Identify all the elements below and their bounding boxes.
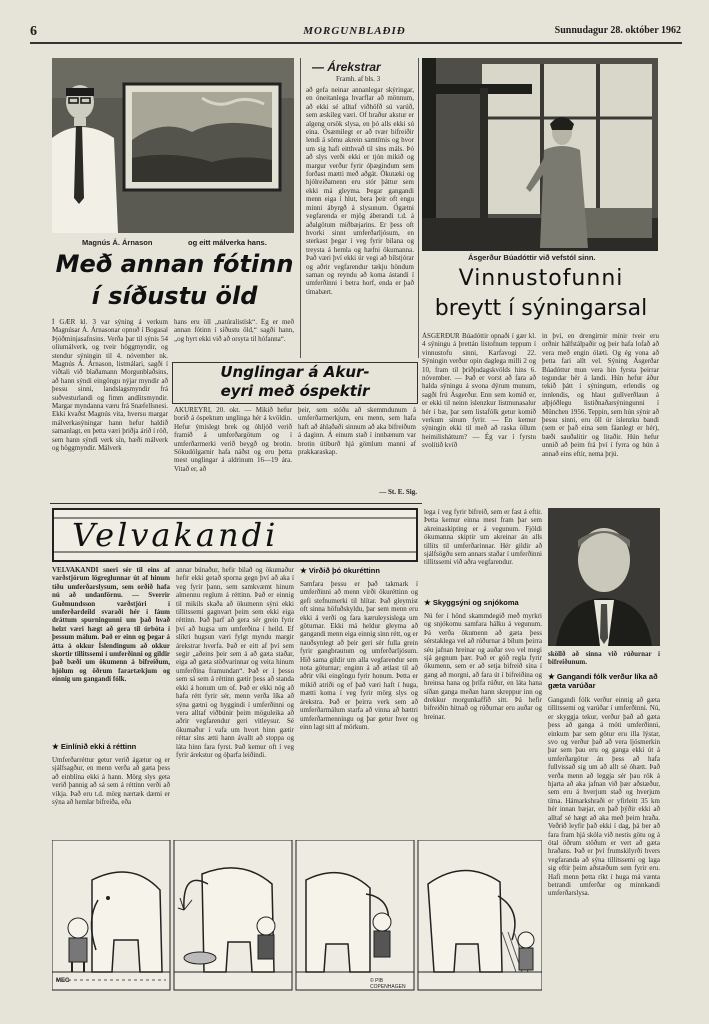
unglingar-headline-line2: eyri með óspektir: [220, 382, 370, 400]
star-icon: ★: [548, 672, 557, 681]
velvakandi-logo-text: Velvakandi: [72, 516, 279, 554]
magnus-headline-line1: Með annan fótinn: [55, 250, 294, 278]
issue-date: Sunnudagur 28. október 1962: [554, 25, 681, 36]
asgerdur-photo-illustration: [422, 58, 658, 251]
unglingar-text-col1: AKUREYRI, 20. okt. — Mikið hefur borið á óspektum unglinga hér á kvöldin. Hefur ýmislegt brek og óhljóð verið framið á umferðargötum og í umferðarmerki verið beygð og brotin. Sökudólgarnir hafa náðst og eru þetta mest unglingar á aldrinum 16—19 ára. Vitað er, að: [174, 406, 292, 473]
header-rule: [30, 42, 682, 44]
rule-arekstrar-right: [418, 58, 419, 358]
star-icon: ★: [424, 598, 433, 607]
cartoon-panel-3: [296, 840, 414, 990]
cartoon-strip-drawing: [52, 840, 542, 1000]
velvakandi-sub4-label: Gangandi fólk verður líka að gæta varúðar: [548, 672, 658, 690]
asgerdur-caption: Ásgerður Búadóttir við vefstól sinn.: [468, 253, 596, 262]
rule-arekstrar-left: [300, 58, 301, 358]
masthead: MORGUNBLAÐIÐ: [303, 25, 406, 37]
magnus-photo-illustration: [52, 58, 294, 233]
asgerdur-text-col2: in því, en drengirnir mínir tveir eru orðnir hálfstálpaðir og þeir hafa lofað að vera með engin ólæti. Og ég vona að þetta fari allt vel. Sýning Ásgerðar Búadóttur mun vera hin fyrsta þeirrar tegundar hér á landi. Hún hefur áður tekið þátt í sýningum, erlendis og innlendis, og hlaut gullverðlaun á alþjóðlegu listiðnaðarsýningunni í München 1956. Teppin, sem hún sýnir að þessu sinni, eru öll úr íslenzku bandi (sem er það eina sem fáanlegt er hér), bæði sauðalitir og litaðir. Hún hefur unnið að þeim frá því í fyrra og hún á annað eins eftir, nema þrjú.: [542, 332, 659, 458]
star-icon: ★: [300, 566, 309, 575]
magnus-headline-line2: í síðustu öld: [91, 282, 258, 310]
velvakandi-sub2-label: Virðið þó ökuréttinn: [308, 566, 380, 575]
officer-photo-caption: sköllð að sinna við rúðurnar í bifreiðunum.: [548, 650, 660, 667]
unglingar-headline-line1: Unglingar á Akur-: [220, 363, 370, 381]
star-icon: ★: [52, 742, 61, 751]
velvakandi-col4: lega í veg fyrir bifreið, sem er fast á eftir. Þetta kemur einna mest fram þar sem akreinaskipting er á vegunum. Fjöldi ökumanna skiptir um akreinar án alls tillits til umferðarinnar. Hér gildir að sjálfsögðu sem annars staðar í umferðinni tillitssemi við aðra vegfarendur.: [424, 508, 542, 567]
velvakandi-sub1-text: Umferðarréttur getur verið ágætur og er sjálfsagður, en menn verða að gæta þess að einblína ekki á hann. Mörg slys geta verið þannig að sá sem á réttinn verði að víkja. Það eru t.d. mörg nærtæk dæmi er sýna að hemlar bifreiða, eða: [52, 756, 170, 807]
unglingar-text-col2: þeir, sem stóðu að skemmdunum á umferðarmerkjum, eru menn, sem hafa haft að áhlaðaði sinnum að aka bifreiðum á daginn. Á einum stað í innbænum var brotin útiburð hjá gömlum manni af prakkaraskap.: [298, 406, 416, 457]
velvakandi-intro: VELVAKANDI sneri sér til eins af varðstjórum lögreglunnar út af hinum tíðu umferðarslysum, sem orðið hafa nú að undanförnu. — Sverrir Guðmundsson varðstjóri í umferðardeild svaraði hér í fáum dráttum spurningunni um það hvað helzt væri hægt að gera til úrbóta í þessum málum. Það er einn og þegar á átta á okkur Íslendingum að okkur skortir tillitssemi í umferðinni og gildir það bæði um ökumenn á bifreiðum, hjólum og öðrum farartækjum og einnig um gangandi fólk.: [52, 566, 170, 684]
arekstrar-text: að gefa neinar annanlegar skýringar, en óneitanlega hvarflar að mönnum, að ekki sé alltaf viðhöfð sú varúð, sem æskileg væri. Of hraður akstur er algeng orsök slysa, en þó alls ekki sú eina. Ósæmilegt er að tvær bifreiðir lendi á sömu akrein samtímis og hvor um sig hafi eitthvað til síns máls. Þó að slys verði ekki er tjón mikið og margur verður fyrir óþægindum sem forðast mætti með aðgát. Ökutæki og hjólreiðamenn eru stór þáttur sem ekki má gleyma. Þegar gangandi menn eiga í hlut, bera þeir oft engu minni ábyrgð á slysunum. Ógætni vegfarenda er mjög áberandi t.d. á aðalgötum miðbæjarins. Er þess oft hvorki sinnt umferðarljósum, en sterkast þegar í veg fyrir bílana og treysta á hemla og hæfni ökumanna. Það væri því ekki úr vegi að bílstjórar og aðrir vegfarendur tækju höndum saman og reyndu að koma ástandi í umferðinni í betra horf, enda er það tímabært.: [306, 86, 414, 296]
asgerdur-text-col1: ÁSGERÐUR Búadóttir opnaði í gær kl. 4 sýningu á þrettán listofnum teppum í vinnustofu sinni, Karfavogi 22. Sýningin verður opin daglega milli 2 og 10, fram til þriðjudagskvölds hins 6. nóvember. — Það er vorst að fara að halda sýningu á svona dýrum munum, sagði frú Ásgerður. Enn sem komið er, er ekki til neinn íslenzkur listmunasalur hér í bæ, þar sem listafólk getur komið verkum sínum fyrir. — En kemur sýningin ekki til með að raska öllum heimilisháttum? — Ég var í fyrstu svolítið kvíð: [422, 332, 536, 450]
velvakandi-sub3: [424, 598, 542, 607]
asgerdur-headline-line2: breytt í sýningarsal: [434, 296, 648, 321]
magnus-photo: [52, 58, 294, 233]
cartoon-panel-2: [174, 840, 292, 990]
velvakandi-col5: Gangandi fólk verður einnig að gæta tillitssemi og varúðar í umferðinni. Nú, er skyggja tekur, verður það að gæta þess að ganga á móti umferðinni, einkum þar sem götur eru illa lýstar, svo og verður það að vera ljósmerkin þar sem þau eru og ganga ekki út á umferðargötur án þess að hafa fullvissað sig um að allt sé óhætt. Það verða menn að leggja sér þau rök á hjarta að aka jafnan við þær aðstæður, sem eru á hverjum stað og hverjum tíma. Hámarkshraði er yfirleitt 35 km hér innan bæjar, en það þýðir ekki að alltaf sé hægt að aka með þeim hraða. Veðrið leyfir það ekki í dag, þá ber að fara fram hjá skóla við nestis götu og á ótal öðrum stöðum er vert að gæta hraðans. Það er því frumskilyrði hvers vegfaranda að sýna tillitssemi og laga sig eftir þeim aðstæðum sem fyrir eru. Hafi menn þetta ríkt í huga má vænta betrandi umferðar og minnkandi umferðarslysa.: [548, 696, 660, 898]
arekstrar-title: — Árekstrar: [312, 60, 381, 74]
cartoon-strip: [52, 840, 542, 1000]
velvakandi-sub1-label: Einlínið ekki á réttinn: [60, 742, 137, 751]
unglingar-signature: — St. E. Sig.: [379, 488, 417, 496]
velvakandi-sub3-label: Skyggsýni og snjókoma: [432, 598, 519, 607]
officer-photo-illustration: [548, 508, 660, 646]
asgerdur-photo: [422, 58, 658, 251]
velvakandi-sub1: [52, 742, 170, 751]
officer-photo: [548, 508, 660, 646]
velvakandi-logo-box: [52, 508, 418, 562]
velvakandi-col4b: Nú fer í hönd skammdegið með myrkri og snjókomu samfara hálku á vegunum. Þá verða ökumenn að gæta þess sérstaklega vel að rúðurnar á bílum þeirra séu jafnan hreinar og auðar svo vel megi sjá gegnum þær. Það er góð regla fyrir ökumenn, sem er að setja bifreið sína í gang að morgni, að fara út í bifreiðina og hreinsa hana og þrífa rúður, en láta hana síðan ganga meðan hann skreppur inn og drekkur morgunkaffið sitt. Þá hefir bifreiðin hitnað og rúðurnar eru auðar og hreinar.: [424, 612, 542, 721]
asgerdur-headline-line1: Vinnustofunni: [458, 266, 624, 291]
magnus-text-col2: hans eru öll „natúralistísk“. Ég er með annan fótinn í síðustu öld,“ sagði hann, „og hyrt ekki við að orsyta til hófanna“.: [174, 318, 294, 343]
velvakandi-col2: annar búnaður, hefir bilað og ökumaður hefir ekki getað sporna gegn því að aka í veg fyrir þann, sem samkvæmt hinum almennu reglum á réttinn. Það er einnig til mikils skaða að ökumenn sýni ekki tillitssemi gagnvart þeim sem ekki eiga réttinn. Það þarf að gera sér grein fyrir því að hugsa um umferðina í heild. Ef slíkri hugsun væri fylgt myndu margir árekstrar hverfa. Það er eitt af því sem segir „aðeins þeir sem á að gæta staðar, eiga að gæta stöðvarinnar og veita hinum umferðina framundan“. Það er í þessu sem sá sem á réttinn gætir þess að standa ekki á honum um of. Það er ekki nóg að hafa rétt fyrir sér, menn verða líka að sýna gætni og hyggindi í umferðinni og vera alltaf viðbúnir þeim möguleika að aðrir vegfarendur geri vitleysur. Sé ökumaður í vafa um hvort hinn gætir réttar síns ætti hann ávallt að stoppa og láta hinn fara fyrst. Það kemur oft í veg fyrir árekstur og óþarfa leiðindi.: [176, 566, 294, 759]
page-number: 6: [30, 24, 37, 39]
magnus-text-col1: Í GÆR kl. 3 var sýning á verkum Magnúsar Á. Árnasonar opnuð í Bogasal Þjóðminjasafnsins. Verða þar til sýnis 54 olíumálverk, og tveir höggmyndir, og stendur sýningin til 4. nóvember nk. Magnús Á. Árnason, listmálari, sagði í viðtali við blaðamann Morgunblaðsins, að hann sýndi eingöngu nýjar myndir að þessu sinni, landslagsmyndir frá suðvesturlandi og fimm andlitsmyndir. Margar myndanna væru frá Snæfellsnesi. Ekki kvaðst Magnús vita, hversu margar málverkasýningar hann hefur haldið samanlagt, en þetta væri þriðja árið í röð, sem hann sýndi verk sín, bæði málverk og höggmyndir. Málverk: [52, 318, 168, 453]
section-rule: [50, 503, 422, 504]
arekstrar-continued: Framh. af bls. 3: [336, 75, 381, 83]
cartoon-credit-left: MEG: [56, 978, 70, 984]
magnus-caption-right: og eitt málverka hans.: [188, 238, 267, 247]
cartoon-panel-1: [52, 840, 170, 990]
cartoon-panel-4: [418, 840, 542, 990]
cartoon-credit-right: © PIB COPENHAGEN: [370, 978, 406, 990]
velvakandi-sub4: [548, 672, 660, 690]
velvakandi-col3: Samfara þessu er það takmark í umferðinni að menn virði ökuréttinn og gefi stefnumerki til hlítar. Það gleymist oft sinna höfuðskyldu, þar sem menn eru ekki á verði og fara kæruleysislega um göturnar. Ekki má heldur gleyma að gangandi menn eiga einnig sinn rétt, og er nauðsynlegt að þeir geri sér fulla grein fyrir gangbrautum og umferðarljósum. Hið sama gildir um alla vegfarendur sem nota göturnar; enginn á að ætlast til að aðrir víki eingöngu fyrir honum. Þetta er mikið atriði og ef það væri haft í huga, mætti koma í veg fyrir mörg slys og árekstra. Það er þeirra verk sem að umferðarmálum starfa að vinna að bættri umferðarmenningu og þar getur hver og einn lagt sitt af mörkum.: [300, 580, 418, 731]
magnus-caption-left: Magnús Á. Árnason: [82, 238, 153, 247]
velvakandi-sub2: [300, 566, 418, 575]
